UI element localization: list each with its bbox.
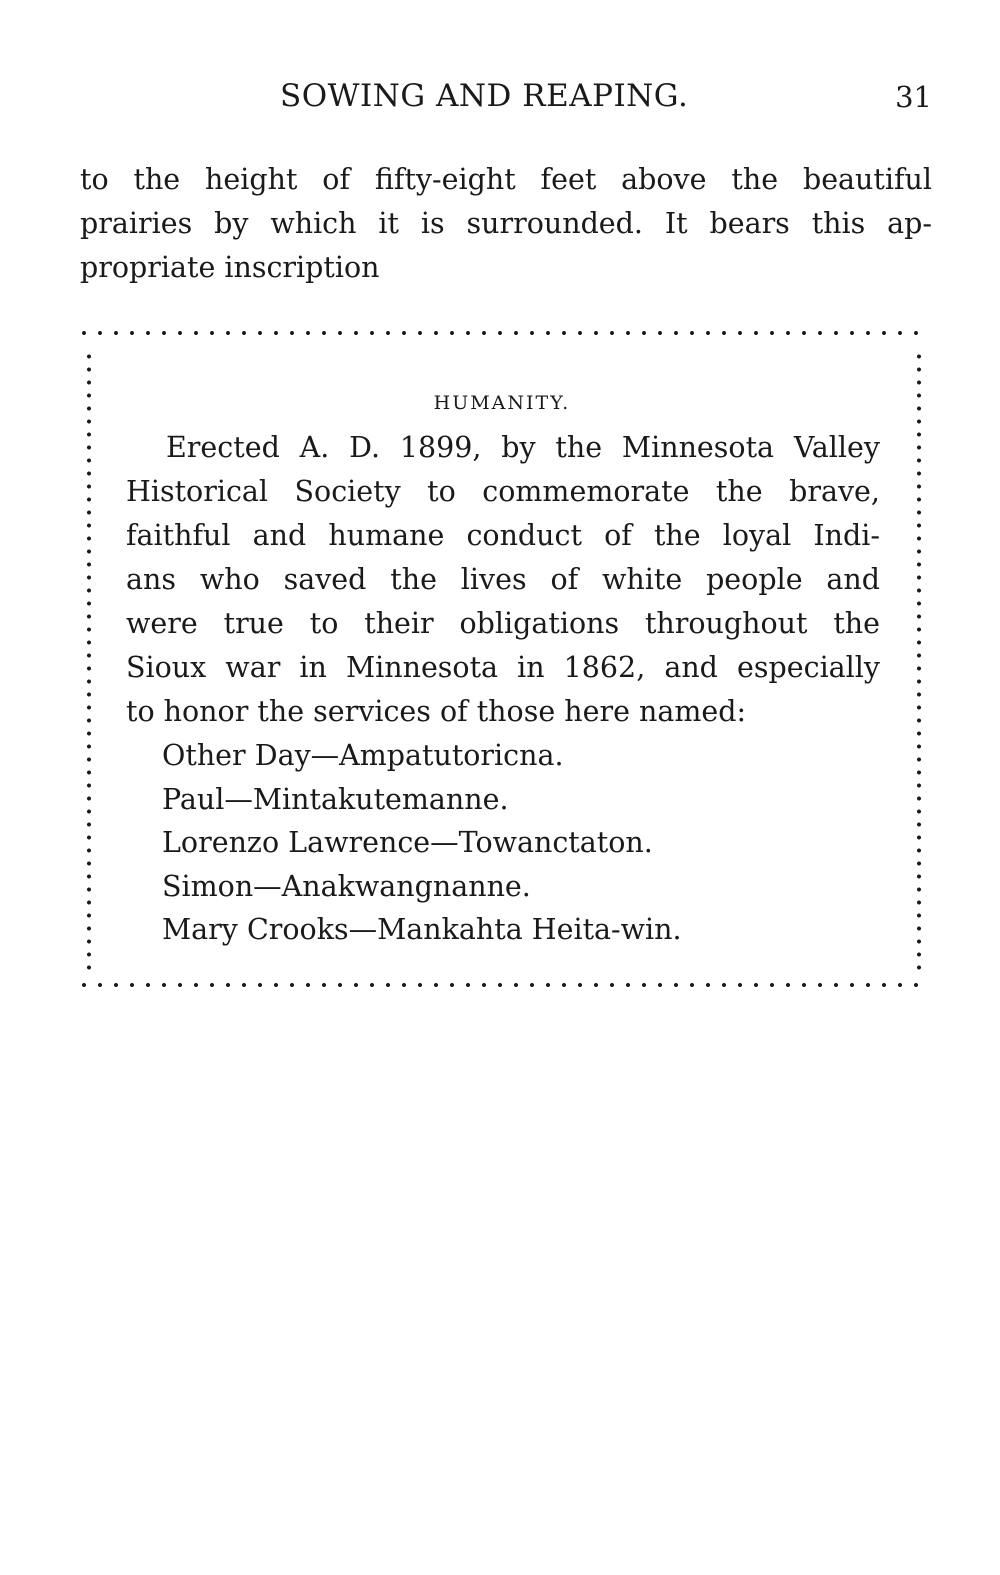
dotted-border-left (86, 350, 92, 978)
honoree-name: Paul—Mintakutemanne. (162, 782, 509, 816)
body-line: prairies by which it is surrounded. It bears this ap- (80, 207, 932, 240)
page-number: 31 (895, 80, 932, 114)
inscription-line: ans who saved the lives of white people and (126, 563, 880, 596)
honoree-name: Other Day—Ampatutoricna. (162, 739, 564, 772)
inscription-box (76, 322, 928, 994)
running-head (0, 78, 1000, 122)
body-line: to the height of fifty-eight feet above the beautiful (80, 163, 932, 196)
running-head-title: SOWING AND REAPING. (280, 78, 689, 114)
inscription-line: Sioux war in Minnesota in 1862, and especially (126, 651, 880, 684)
dotted-border-top (76, 330, 928, 336)
inscription-line: were true to their obligations throughout the (126, 607, 880, 640)
inscription-text (126, 426, 880, 734)
inscription-heading: HUMANITY. (433, 392, 571, 414)
honoree-name: Lorenzo Lawrence—Towanctaton. (162, 826, 653, 859)
dotted-border-bottom (76, 982, 928, 988)
honoree-list (162, 734, 862, 952)
inscription-line: to honor the services of those here named: (126, 695, 747, 728)
honoree-name: Simon—Anakwangnanne. (162, 869, 531, 903)
inscription-line: Historical Society to commemorate the brave, (126, 475, 880, 508)
body-line: propriate inscription (80, 251, 380, 284)
body-paragraph (80, 158, 932, 290)
dotted-border-right (916, 350, 922, 978)
inscription-line: Erected A. D. 1899, by the Minnesota Valley (166, 431, 880, 464)
inscription-line: faithful and humane conduct of the loyal Indi- (126, 519, 880, 552)
honoree-name: Mary Crooks—Mankahta Heita-win. (162, 913, 682, 946)
